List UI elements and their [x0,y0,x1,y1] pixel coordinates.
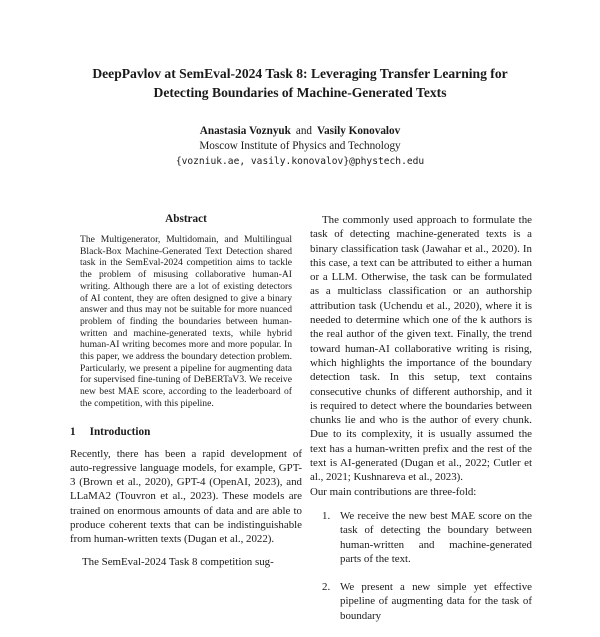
title-line-1: DeepPavlov at SemEval-2024 Task 8: Leveraging Transfer Learning for [92,66,508,81]
right-column [310,213,532,637]
list-item [322,580,532,623]
intro-paragraph-2: The SemEval-2024 Task 8 competition sug- [82,555,274,568]
author-names [40,124,560,139]
contributions-list [322,509,532,623]
list-item-text: We receive the new best MAE score on the task of detecting the boundary between human-written and machine-generated parts of the text. [340,509,532,565]
author-2: Vasily Konovalov [317,125,401,137]
author-1: Anastasia Voznyuk [199,125,291,137]
author-block [40,124,560,169]
abstract-heading: Abstract [165,213,207,225]
contributions-intro: Our main contributions are three-fold: [310,485,477,498]
right-paragraph-1: The commonly used approach to formulate the task of detecting machine-generated texts is a binary classification task (Jawahar et al., 2020). In this case, a text can be attributed to either a human or a LLM. Otherwise, the task can be formulated as a multiclass classification or an authorship attribution task (Uchendu et al., 2020), where it is needed to determine which one of the k authors is the real author of the given text. Finally, the trend toward human-AI collaborative writing is rising, which highlights the importance of the boundary detection task. In this setup, text contains consecutive chunks of different authorship, and it is required to detect where the boundaries between chunks lie and who is the author of every chunk. Due to its complexity, it is usually assumed the text has a human-written prefix and the rest of the text is AI-generated (Dugan et al., 2022; Cutler et al., 2021; Kushnareva et al., 2023). [310,214,532,484]
left-column [70,208,302,569]
list-item-number: 2. [322,581,331,594]
intro-section-number: 1 [70,425,76,438]
intro-paragraph-1: Recently, there has been a rapid development of auto-regressive language models, for example, GPT-3 (Brown et al., 2020), GPT-4 (OpenAI, 2023), and LLaMA2 (Touvron et al., 2023). These models are trained on enormous amounts of data and are able to produce coherent texts that can be indistinguishable from human-written texts (Dugan et al., 2022). [70,447,302,546]
intro-section-title: Introduction [89,425,151,438]
list-item-text: We present a new simple yet effective pipeline of augmenting data for the task of boundary [340,581,532,622]
affiliation: Moscow Institute of Physics and Technology [199,140,401,152]
abstract-text: The Multigenerator, Multidomain, and Multilingual Black-Box Machine-Generated Text Detection shared task in the SemEval-2024 competition aims to tackle the problem of misusing collaborative human-AI writing. Although there are a lot of existing detectors of AI content, they are often designed to give a binary answer and thus may not be suitable for more nuanced problem of finding the boundaries between human-written and machine-generated texts, while hybrid human-AI writing becomes more and more popular. In this paper, we address the boundary detection problem. Particularly, we present a pipeline for augmenting data for supervised fine-tuning of DeBERTaV3. We receive new best MAE score, according to the leaderboard of the competition, with this pipeline. [80,234,292,409]
list-item [322,509,532,566]
author-conjunction: and [295,125,313,137]
list-item-number: 1. [322,509,331,522]
title-line-2: Detecting Boundaries of Machine-Generated Texts [153,85,447,100]
author-email: {vozniuk.ae, vasily.konovalov}@phystech.edu [175,156,425,167]
paper-title [40,64,560,102]
intro-heading [70,425,302,439]
